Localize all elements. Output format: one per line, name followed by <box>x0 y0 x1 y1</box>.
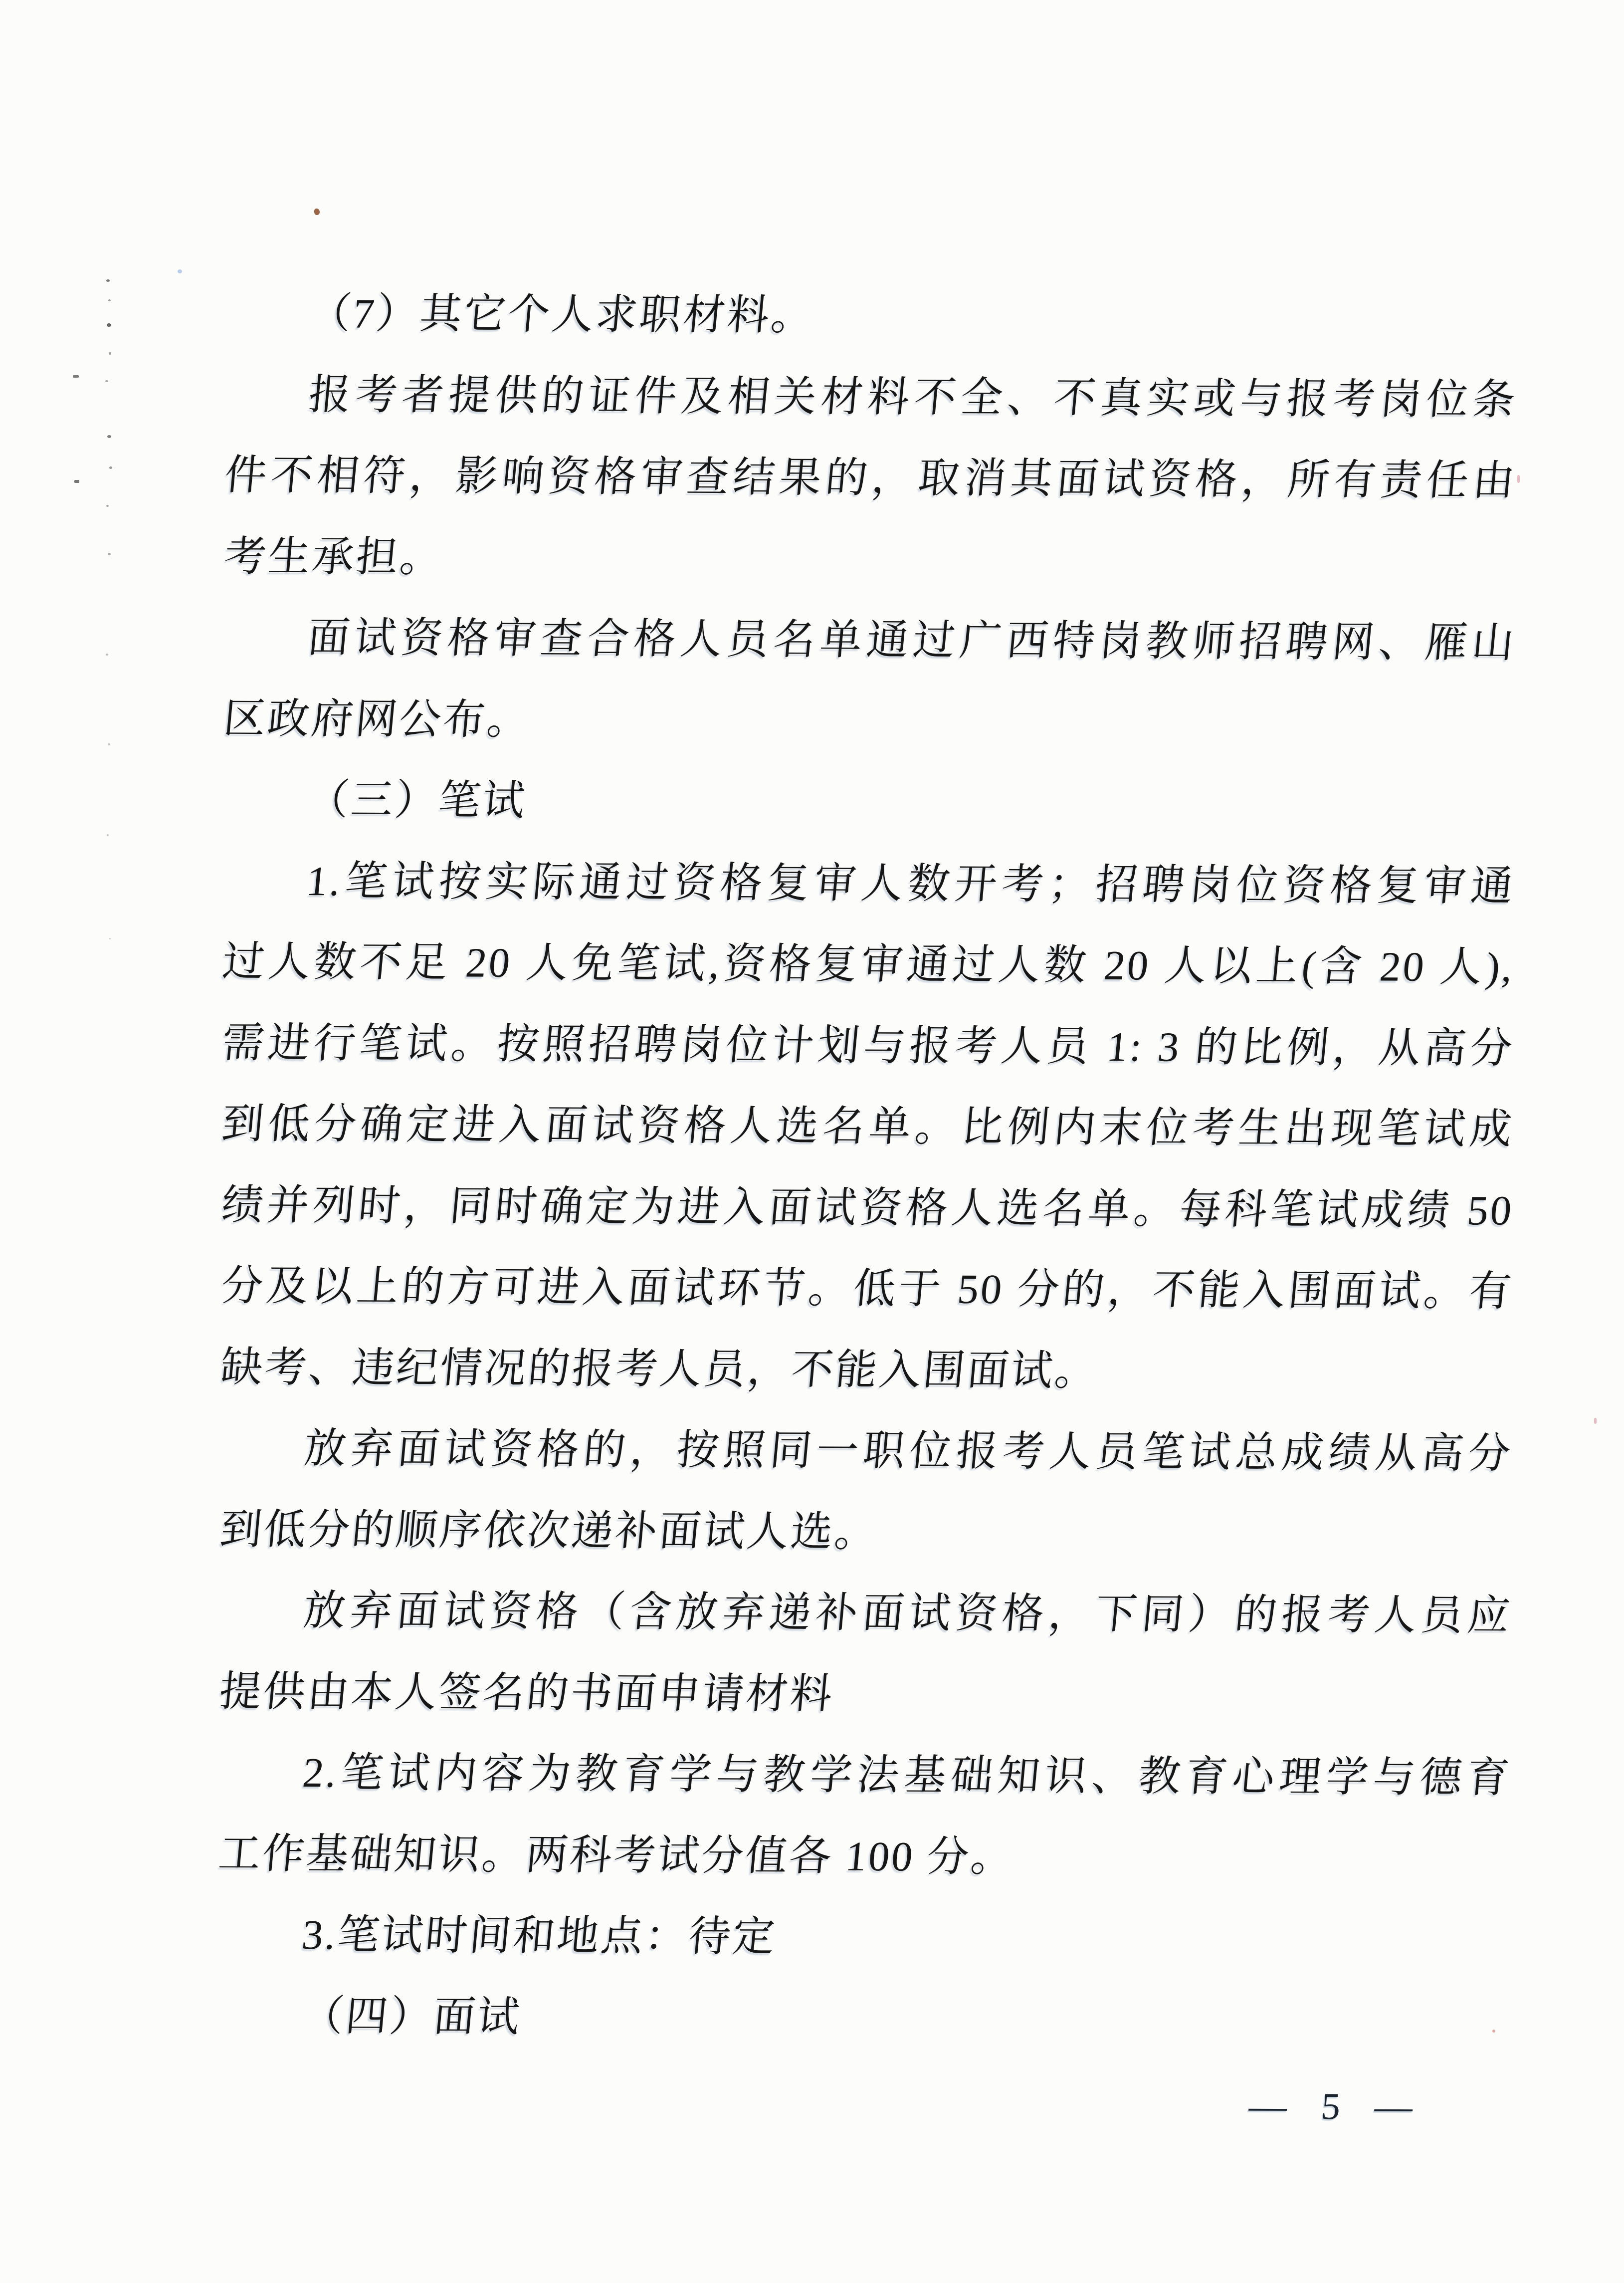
text-line-18: 提供由本人签名的书面申请材料 <box>217 1668 836 1718</box>
text-line-7: （三）笔试 <box>305 777 529 824</box>
text-line-14: 缺考、违纪情况的报考人员，不能入围面试。 <box>218 1344 1101 1394</box>
text-line-17: 放弃面试资格（含放弃递补面试资格，下同）的报考人员应 <box>301 1588 1514 1639</box>
text-line-11: 到低分确定进入面试资格人选名单。比例内末位考生出现笔试成 <box>219 1101 1516 1153</box>
text-line-19: 2.笔试内容为教育学与教学法基础知识、教育心理学与德育 <box>301 1750 1513 1802</box>
text-line-1: （7）其它个人求职材料。 <box>307 290 817 339</box>
text-line-5: 面试资格审查合格人员名单通过广西特岗教师招聘网、雁山 <box>305 615 1518 667</box>
text-line-2: 报考者提供的证件及相关材料不全、不真实或与报考岗位条 <box>307 371 1519 424</box>
text-line-21: 3.笔试时间和地点：待定 <box>300 1912 779 1961</box>
text-line-22: （四）面试 <box>299 1993 524 2041</box>
text-line-13: 分及以上的方可进入面试环节。低于 50 分的，不能入围面试。有 <box>219 1263 1515 1315</box>
text-line-15: 放弃面试资格的，按照同一职位报考人员笔试总成绩从高分 <box>302 1425 1515 1477</box>
text-line-20: 工作基础知识。两科考试分值各 100 分。 <box>216 1830 1017 1880</box>
text-line-10: 需进行笔试。按照招聘岗位计划与报考人员 1: 3 的比例，从高分 <box>220 1019 1516 1072</box>
text-line-8: 1.笔试按实际通过资格复审人数开考；招聘岗位资格复审通 <box>304 858 1517 910</box>
text-line-6: 区政府网公布。 <box>221 695 533 743</box>
text-line-16: 到低分的顺序依次递补面试人选。 <box>218 1506 881 1556</box>
text-line-9: 过人数不足 20 人免笔试,资格复审通过人数 20 人以上(含 20 人), <box>220 938 1517 991</box>
document-body <box>214 273 1519 2062</box>
text-line-12: 绩并列时，同时确定为进入面试资格人选名单。每科笔试成绩 50 <box>219 1181 1516 1234</box>
page-number: — 5 — <box>1247 2085 1421 2128</box>
text-line-4: 考生承担。 <box>222 533 446 581</box>
text-line-3: 件不相符，影响资格审查结果的，取消其面试资格，所有责任由 <box>222 452 1519 504</box>
